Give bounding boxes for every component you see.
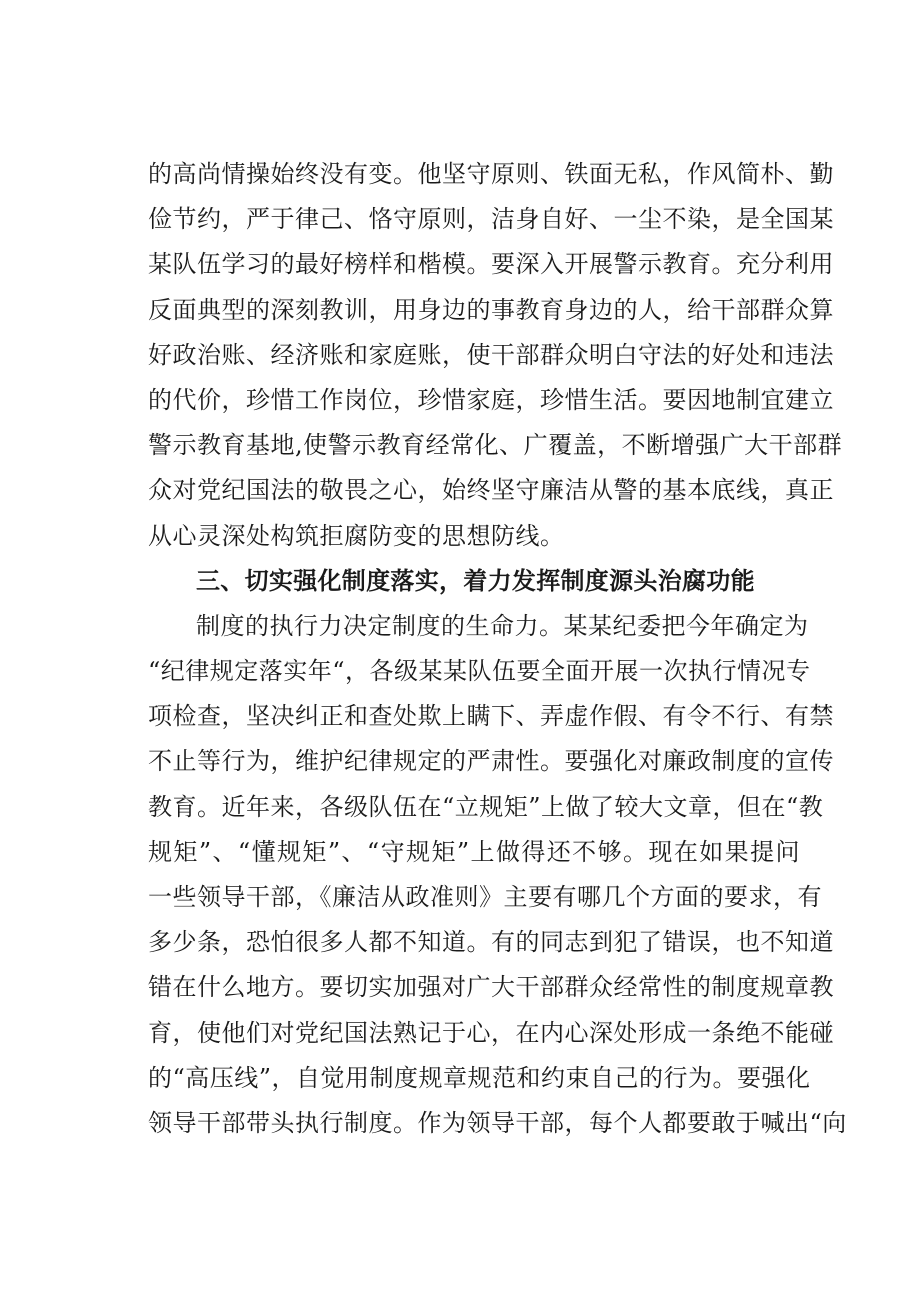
text-line: 的高尚情操始终没有变。他坚守原则、铁面无私，作风简朴、勤 [148, 160, 834, 188]
text-line: 一些领导干部，《廉洁从政准则》主要有哪几个方面的要求，有 [148, 883, 822, 911]
text-line: 领导干部带头执行制度。作为领导干部，每个人都要敢于喊出“向 [148, 1108, 847, 1137]
text-line: 警示教育基地,使警示教育经常化、广覆盖，不断增强广大干部群 [148, 431, 843, 460]
text-line: 育，使他们对党纪国法熟记于心，在内心深处形成一条绝不能碰 [148, 1018, 834, 1047]
text-line: 错在什么地方。要切实加强对广大干部群众经常性的制度规章教 [148, 973, 834, 1002]
text-line: 不止等行为，维护纪律规定的严肃性。要强化对廉政制度的宣传 [148, 747, 834, 776]
document-body [148, 152, 847, 1146]
text-line: 制度的执行力决定制度的生命力。某某纪委把今年确定为 [196, 611, 809, 640]
text-line: 好政治账、经济账和家庭账，使干部群众明白守法的好处和违法 [148, 340, 834, 369]
text-line: 俭节约，严于律己、恪守原则，洁身自好、一尘不染，是全国某 [148, 205, 834, 234]
text-line: 教育。近年来，各级队伍在“立规矩”上做了较大文章，但在“教 [148, 792, 824, 821]
text-line: 规矩”、“懂规矩”、“守规矩”上做得还不够。现在如果提问 [148, 837, 800, 866]
text-line: 项检查，坚决纠正和查处欺上瞒下、弄虚作假、有令不行、有禁 [148, 702, 834, 731]
section-heading: 三、切实强化制度落实，着力发挥制度源头治腐功能 [196, 566, 755, 595]
text-line: 某队伍学习的最好榜样和楷模。要深入开展警示教育。充分利用 [148, 250, 834, 279]
text-line: 众对党纪国法的敬畏之心，始终坚守廉洁从警的基本底线，真正 [148, 476, 834, 505]
text-line: 从心灵深处构筑拒腐防变的思想防线。 [148, 521, 565, 550]
text-line: 的“高压线”，自觉用制度规章规范和约束自己的行为。要强化 [148, 1063, 811, 1092]
paragraph-warning-education [148, 152, 843, 559]
text-line: 的代价，珍惜工作岗位，珍惜家庭，珍惜生活。要因地制宜建立 [148, 385, 834, 414]
paragraph-system-implementation [148, 604, 847, 1146]
text-line: “纪律规定落实年“，各级某某队伍要全面开展一次执行情况专 [148, 657, 811, 686]
text-line: 多少条，恐怕很多人都不知道。有的同志到犯了错误，也不知道 [148, 928, 834, 957]
text-line: 反面典型的深刻教训，用身边的事教育身边的人，给干部群众算 [148, 295, 834, 324]
